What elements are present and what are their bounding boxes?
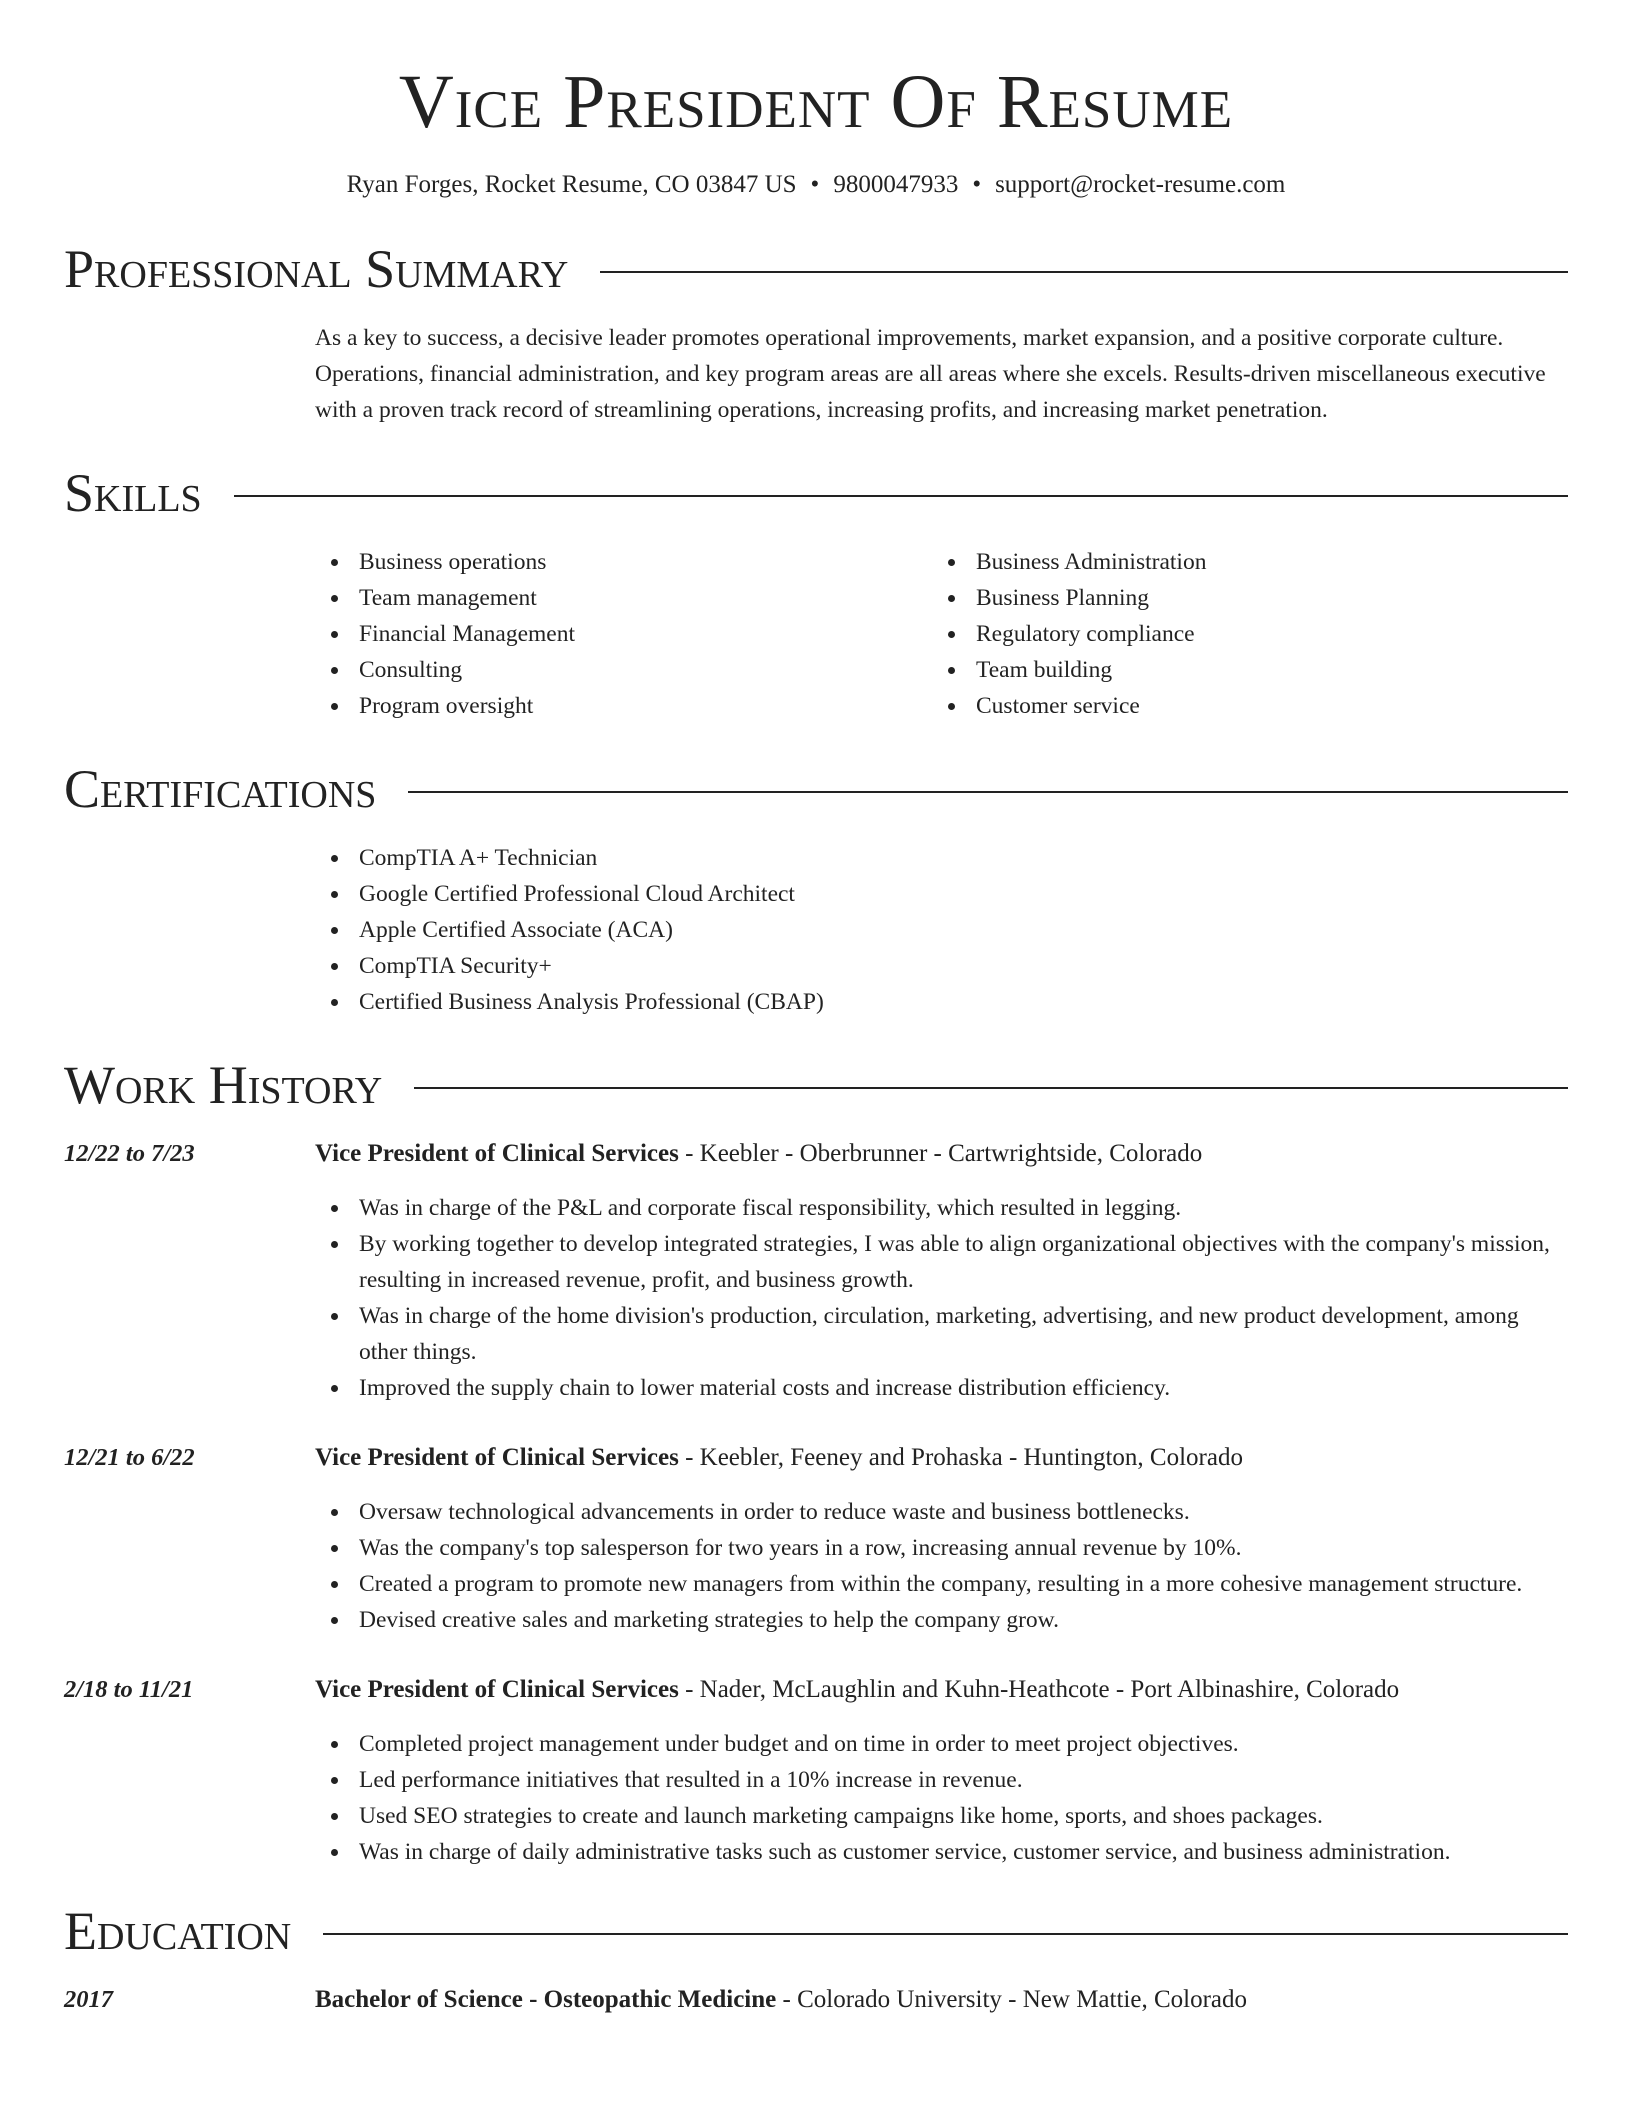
skill-item: Regulatory compliance	[976, 616, 1549, 652]
section-title-work-history: Work History	[64, 1055, 383, 1115]
job-bullet: Created a program to promote new managers from within the company, resulting in a more cohesive management structure.	[359, 1566, 1568, 1602]
skill-item: Business Planning	[976, 580, 1549, 616]
skills-list	[315, 544, 1568, 724]
section-title-skills: Skills	[64, 463, 202, 523]
job-dates: 2/18 to 11/21	[64, 1676, 194, 1703]
job-bullets	[315, 1494, 1568, 1638]
section-divider	[234, 495, 1568, 497]
job-heading	[315, 1136, 1568, 1172]
skill-item: Team building	[976, 652, 1549, 688]
job-bullet: Improved the supply chain to lower material costs and increase distribution efficiency.	[359, 1370, 1568, 1406]
resume-page	[64, 56, 1568, 2018]
certification-item: Certified Business Analysis Professional (CBAP)	[359, 984, 1568, 1020]
job-company-location: - Keebler, Feeney and Prohaska - Huntington, Colorado	[678, 1444, 1243, 1471]
certification-item: CompTIA Security+	[359, 948, 1568, 984]
job-bullet: Devised creative sales and marketing strategies to help the company grow.	[359, 1602, 1568, 1638]
contact-phone: 9800047933	[833, 171, 959, 198]
section-divider	[408, 791, 1568, 793]
job-heading	[315, 1672, 1568, 1708]
skill-item: Financial Management	[359, 616, 932, 652]
certification-item: CompTIA A+ Technician	[359, 840, 1568, 876]
resume-name: Vice President Of Resume	[398, 60, 1234, 144]
section-title-certifications: Certifications	[64, 759, 377, 819]
job-title: Vice President of Clinical Services	[315, 1444, 679, 1471]
job-bullet: Oversaw technological advancements in order to reduce waste and business bottlenecks.	[359, 1494, 1568, 1530]
section-heading	[64, 1054, 1568, 1116]
job-bullet: Was the company's top salesperson for two years in a row, increasing annual revenue by 10%.	[359, 1530, 1568, 1566]
certification-item: Google Certified Professional Cloud Architect	[359, 876, 1568, 912]
skills-column-right	[932, 544, 1549, 724]
job-bullet: Completed project management under budget and on time in order to meet project objectives.	[359, 1726, 1568, 1762]
job-bullets	[315, 1190, 1568, 1406]
skills-section	[64, 462, 1568, 724]
section-title-summary: Professional Summary	[64, 239, 569, 299]
contact-line	[64, 168, 1568, 202]
education-year: 2017	[64, 1986, 113, 2013]
job-bullet: By working together to develop integrated strategies, I was able to align organizational objectives with the company's mission, resulting in increased revenue, profit, and business growth.	[359, 1226, 1568, 1298]
skills-column-left	[315, 544, 932, 724]
job-dates: 12/22 to 7/23	[64, 1140, 195, 1167]
job-dates: 12/21 to 6/22	[64, 1444, 195, 1471]
job-company-location: - Nader, McLaughlin and Kuhn-Heathcote - Port Albinashire, Colorado	[678, 1676, 1400, 1703]
skill-item: Business operations	[359, 544, 932, 580]
section-title-education: Education	[64, 1901, 292, 1961]
job-bullet: Was in charge of daily administrative tasks such as customer service, customer service, and business administration.	[359, 1834, 1568, 1870]
education-entry	[64, 1982, 1568, 2018]
job-title: Vice President of Clinical Services	[315, 1140, 679, 1167]
education-school-location: - Colorado University - New Mattie, Colorado	[776, 1986, 1248, 2013]
job-bullet: Was in charge of the home division's production, circulation, marketing, advertising, and new product development, among other things.	[359, 1298, 1568, 1370]
job-bullet: Led performance initiatives that resulted in a 10% increase in revenue.	[359, 1762, 1568, 1798]
contact-email: support@rocket-resume.com	[995, 171, 1286, 198]
section-heading	[64, 1900, 1568, 1962]
contact-separator: •	[810, 171, 820, 198]
certifications-section	[64, 758, 1568, 1020]
skill-item: Customer service	[976, 688, 1549, 724]
education-heading	[315, 1982, 1568, 2018]
section-heading	[64, 758, 1568, 820]
summary-section	[64, 238, 1568, 428]
job-entry	[64, 1440, 1568, 1638]
job-heading	[315, 1440, 1568, 1476]
certification-item: Apple Certified Associate (ACA)	[359, 912, 1568, 948]
job-company-location: - Keebler - Oberbrunner - Cartwrightside, Colorado	[678, 1140, 1203, 1167]
work-history-section	[64, 1054, 1568, 1870]
education-section	[64, 1900, 1568, 2018]
skill-item: Team management	[359, 580, 932, 616]
section-heading	[64, 462, 1568, 524]
contact-address: Ryan Forges, Rocket Resume, CO 03847 US	[346, 171, 797, 198]
summary-text: As a key to success, a decisive leader promotes operational improvements, market expansion, and a positive corporate culture. Operations, financial administration, and key program areas are all areas where she excels. Results-driven miscellaneous executive with a proven track record of streamlining operations, increasing profits, and increasing market penetration.	[315, 325, 1546, 423]
skill-item: Business Administration	[976, 544, 1549, 580]
job-title: Vice President of Clinical Services	[315, 1676, 679, 1703]
job-bullet: Used SEO strategies to create and launch marketing campaigns like home, sports, and shoes packages.	[359, 1798, 1568, 1834]
skill-item: Consulting	[359, 652, 932, 688]
job-entry	[64, 1136, 1568, 1406]
job-bullets	[315, 1726, 1568, 1870]
job-bullet: Was in charge of the P&L and corporate fiscal responsibility, which resulted in legging.	[359, 1190, 1568, 1226]
certifications-list	[315, 840, 1568, 1020]
education-degree: Bachelor of Science - Osteopathic Medicine	[315, 1986, 777, 2013]
job-entry	[64, 1672, 1568, 1870]
section-divider	[600, 271, 1568, 273]
contact-separator: •	[972, 171, 982, 198]
section-divider	[323, 1933, 1568, 1935]
section-divider	[414, 1087, 1568, 1089]
section-heading	[64, 238, 1568, 300]
skill-item: Program oversight	[359, 688, 932, 724]
